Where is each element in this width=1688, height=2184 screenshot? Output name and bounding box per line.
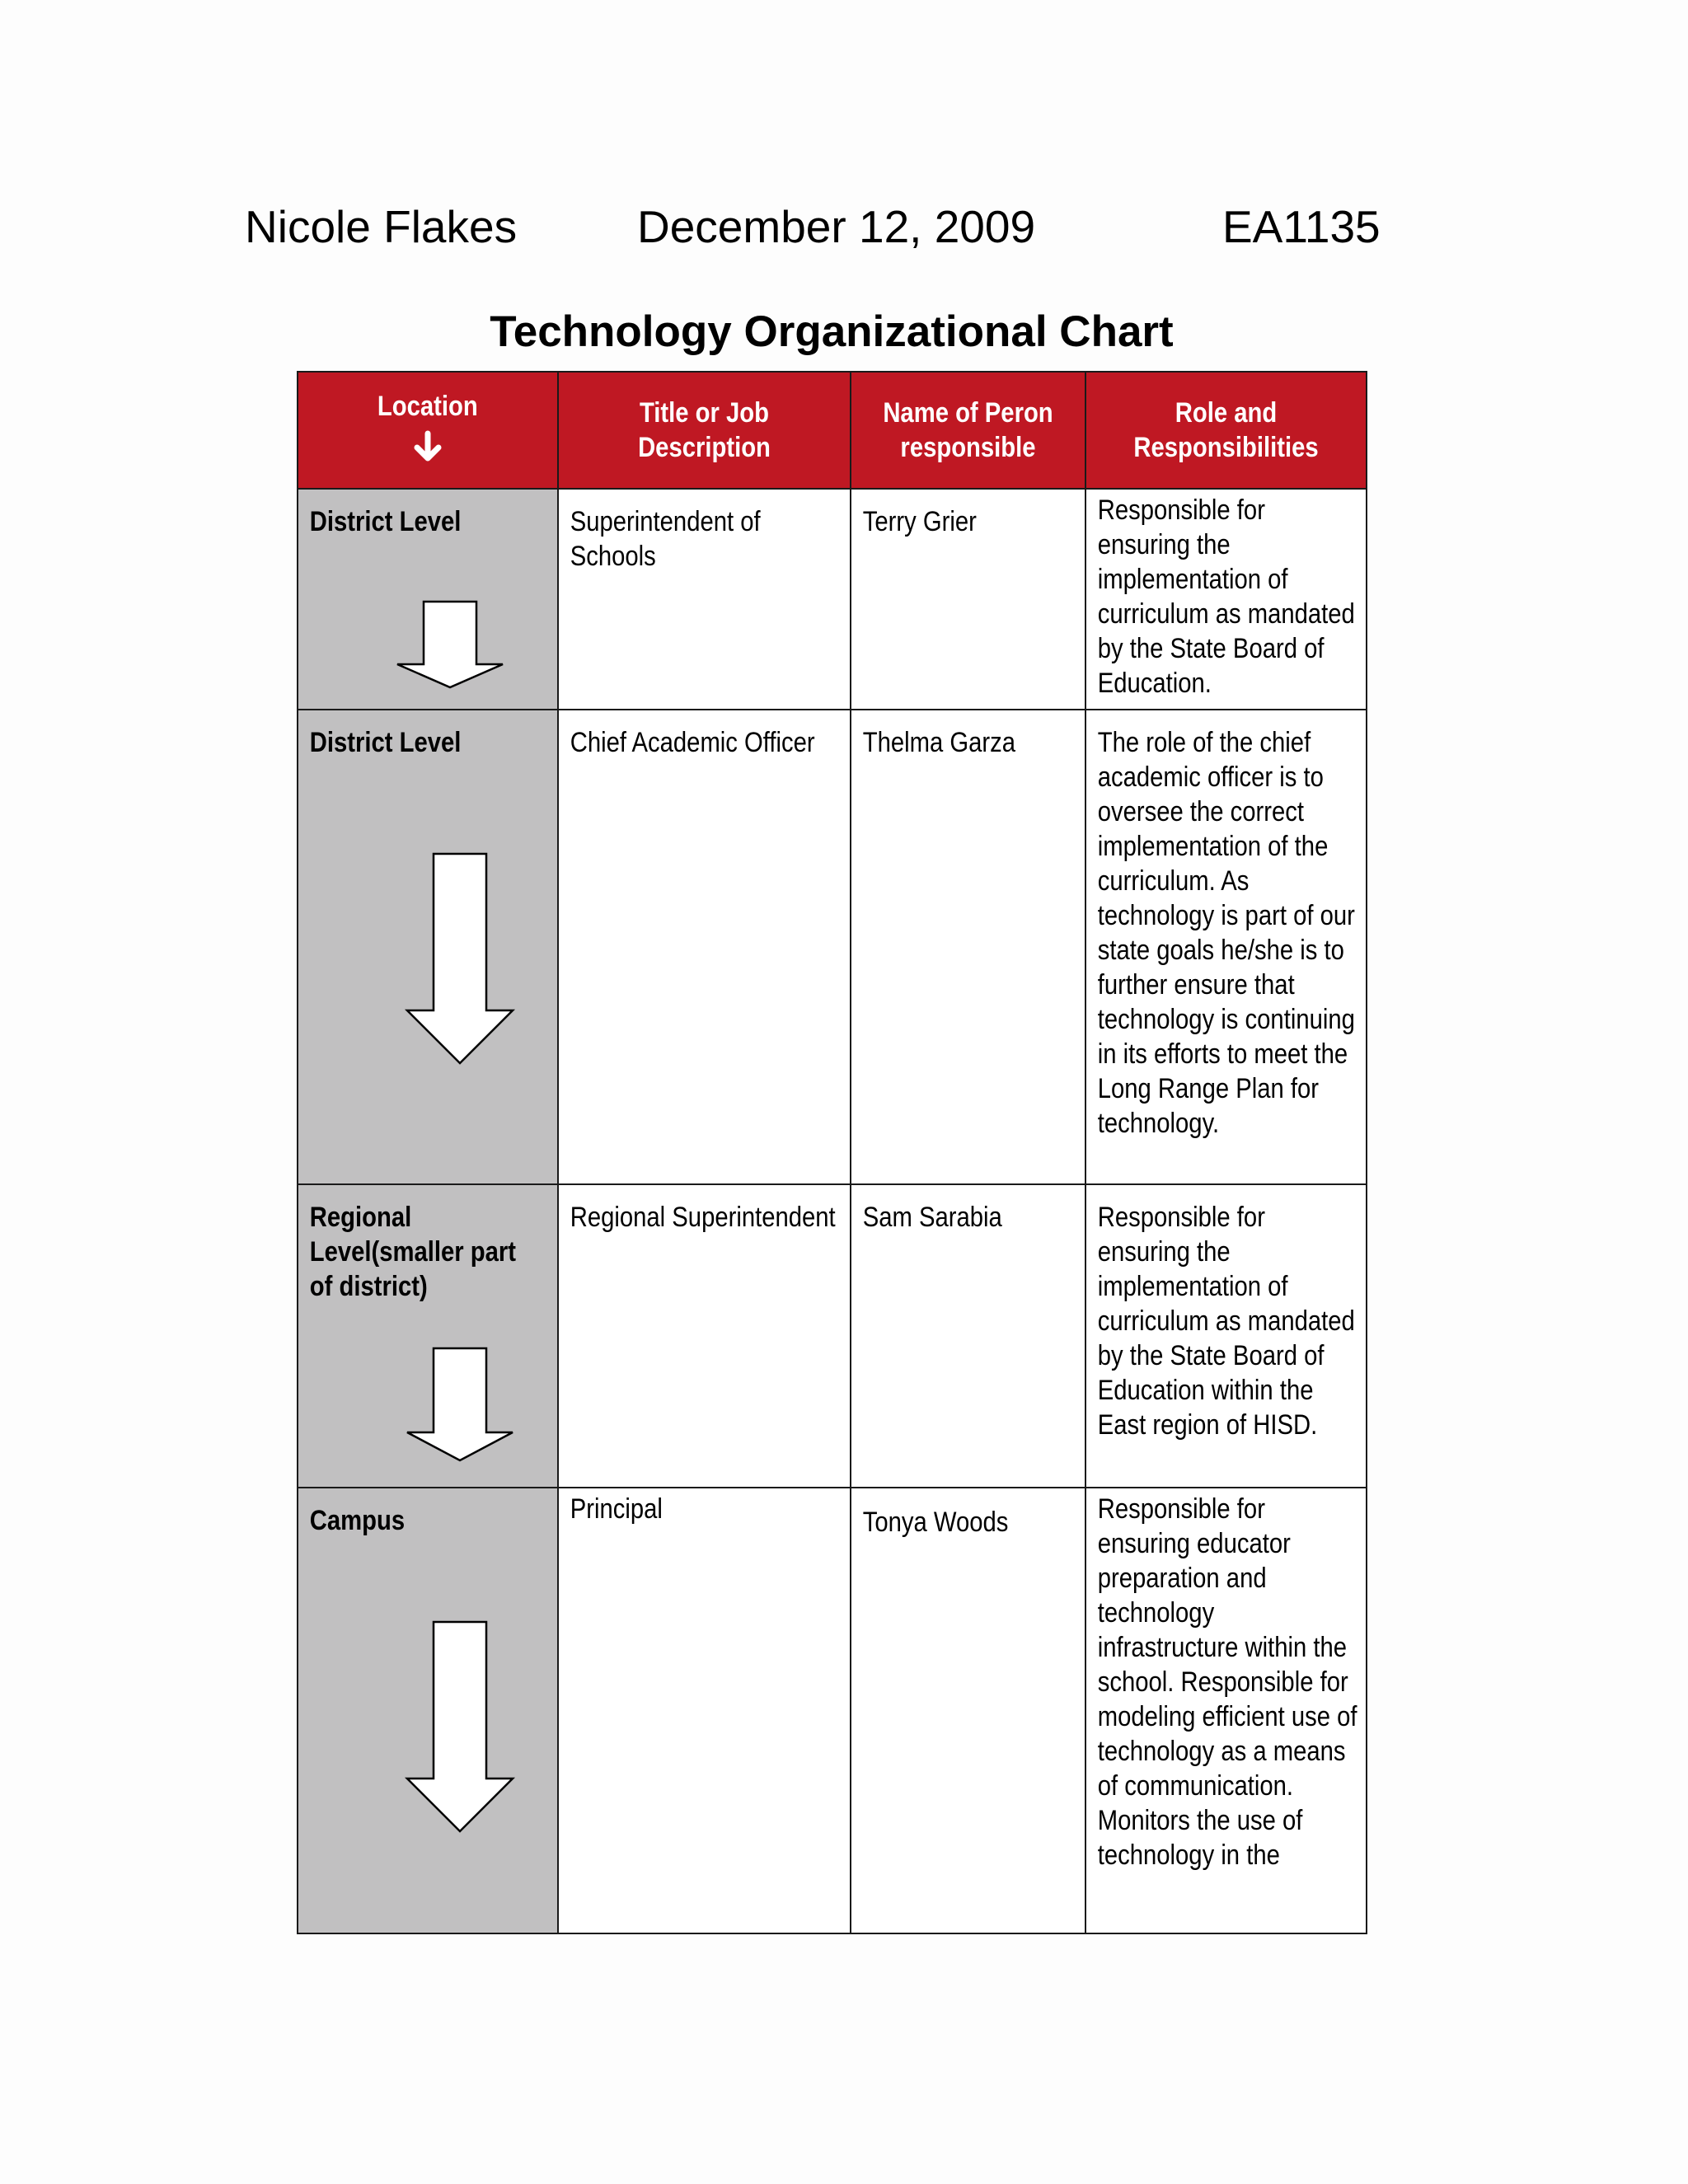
block-down-arrow-icon [404,852,516,1066]
location-cell [298,1488,558,1933]
job-title: Chief Academic Officer [570,727,815,758]
location-cell [298,489,558,710]
column-header-person: Name of Peron responsible [851,372,1085,489]
role-cell [1085,710,1367,1184]
course-code: EA1135 [1222,201,1381,252]
person-name: Tonya Woods [862,1507,1009,1538]
column-header-title: Title or Job Description [558,372,851,489]
table-row [298,489,1367,710]
job-title: Principal [570,1493,663,1525]
title-cell [558,1184,851,1488]
table-row [298,710,1367,1184]
role-description: Responsible for ensuring educator preparation and technology infrastructure within the school. Responsible for modeling efficient use of technology as a means of communication. Monitors the use of technology in the [1097,1493,1357,1871]
title-cell [558,710,851,1184]
location-cell [298,1184,558,1488]
title-cell [558,489,851,710]
column-header-label: Location [377,391,478,422]
person-cell [851,1488,1085,1933]
location-label: Regional Level(smaller part of district) [309,1202,517,1302]
role-cell [1085,1488,1367,1933]
table-header-row [298,372,1367,489]
person-name: Terry Grier [862,506,977,537]
table-row [298,1184,1367,1488]
job-title: Regional Superintendent [570,1202,836,1233]
role-description: Responsible for ensuring the implementation of curriculum as mandated by the State Board of Education. [1097,494,1355,699]
document-date: December 12, 2009 [637,201,1036,252]
author-name: Nicole Flakes [245,201,518,252]
document-header [0,194,1688,260]
person-name: Sam Sarabia [862,1202,1002,1233]
org-chart-table [297,371,1367,1934]
person-cell [851,1184,1085,1488]
job-title: Superintendent of Schools [570,506,761,572]
title-cell [558,1488,851,1933]
block-down-arrow-icon [404,1620,516,1835]
location-label: District Level [309,727,462,758]
location-label: Campus [309,1505,406,1536]
person-cell [851,710,1085,1184]
document-title: Technology Organizational Chart [490,307,1174,356]
person-cell [851,489,1085,710]
table-row [298,1488,1367,1933]
location-cell [298,710,558,1184]
column-header-role: Role and Responsibilities [1085,372,1367,489]
person-name: Thelma Garza [862,727,1016,758]
role-description: The role of the chief academic officer is to oversee the correct implementation of the curriculum. As technology is part of our state goals he/she is to further ensure that technology is continuing in its efforts to meet the Long Range Plan for technology. [1097,727,1355,1139]
block-down-arrow-icon [404,1347,516,1464]
location-label: District Level [309,506,462,537]
role-cell [1085,489,1367,710]
down-arrow-icon [414,430,442,462]
role-description: Responsible for ensuring the implementation of curriculum as mandated by the State Board of Education within the East region of HISD. [1097,1202,1355,1441]
column-header-location [298,372,558,489]
block-down-arrow-icon [394,600,506,689]
role-cell [1085,1184,1367,1488]
